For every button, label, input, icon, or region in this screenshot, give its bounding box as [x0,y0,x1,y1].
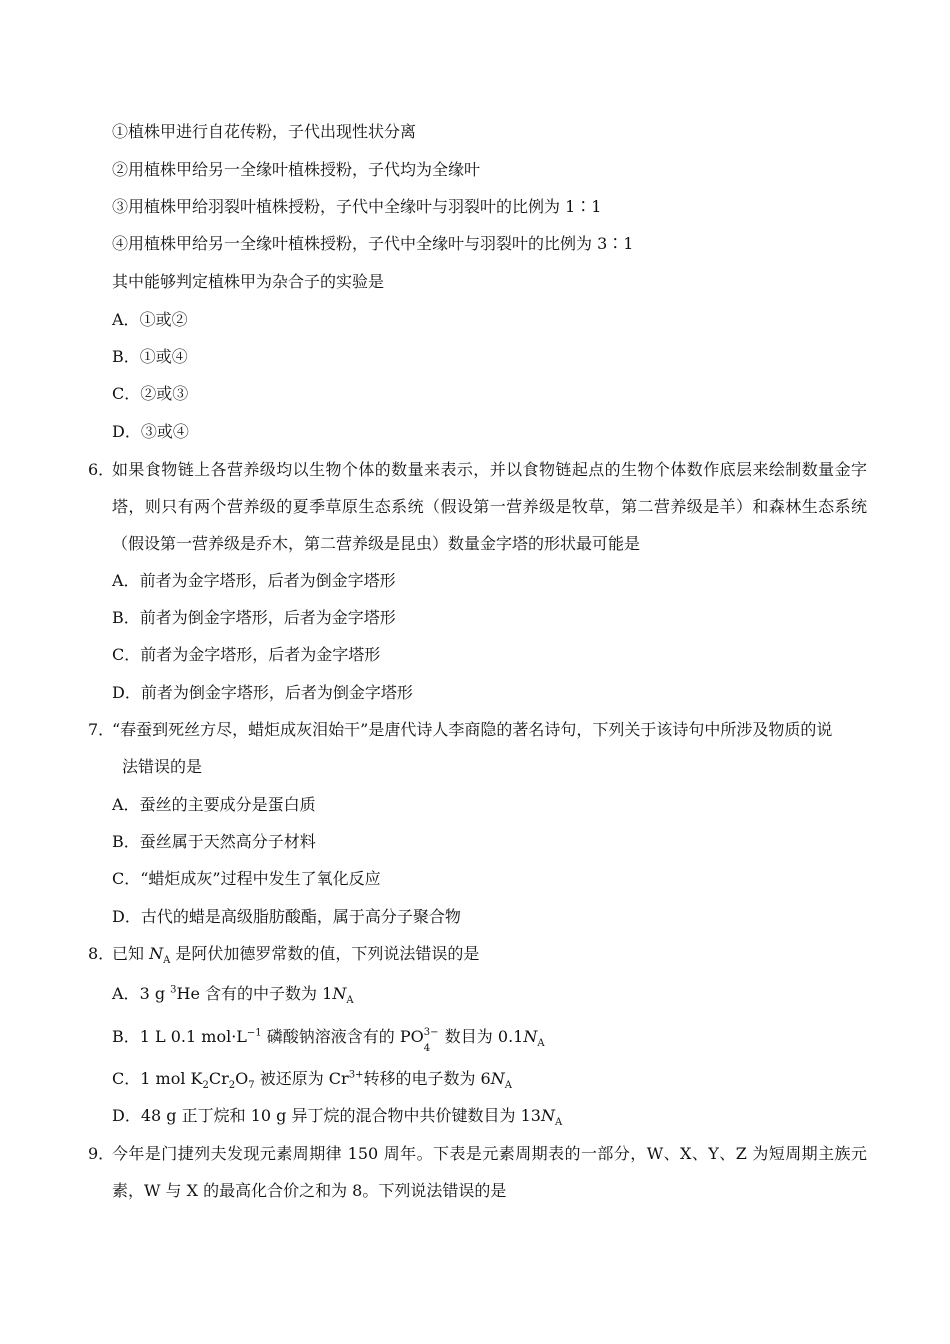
option-label: C． [112,384,141,403]
option-text: 前者为倒金字塔形，后者为金字塔形 [139,608,396,627]
option-label: D． [112,422,141,441]
option-text: 1 mol K [140,1069,203,1088]
stem-text: 是阿伏加德罗常数的值，下列说法错误的是 [170,944,480,963]
avogadro-symbol: N [523,1027,538,1046]
q6-option-b [112,608,396,628]
option-text: 被还原为 Cr [254,1069,349,1088]
ion-subscript: 4 [423,1043,431,1054]
option-label: C． [112,1069,141,1088]
option-text: O [235,1069,249,1088]
option-label: D． [112,907,141,926]
option-label: B． [112,608,140,627]
formula-subscript: 2 [202,1080,209,1092]
prev-option-c [112,384,188,404]
avogadro-symbol: N [540,1106,555,1125]
option-label: D． [112,683,141,702]
question-9-number: 9． [88,1144,115,1163]
prev-option-a [112,310,188,330]
q7-option-d [112,907,461,927]
statement-2: ②用植株甲给另一全缘叶植株授粉，子代均为全缘叶 [112,160,481,179]
option-text: 1 L 0.1 mol·L [139,1027,247,1046]
q6-option-a [112,571,396,591]
question-8-number: 8． [88,944,115,963]
question-7-number: 7． [88,720,115,739]
question-prompt: 其中能够判定植株甲为杂合子的实验是 [112,272,385,291]
option-text: Cr [208,1069,229,1088]
option-text: 48 g 正丁烷和 10 g 异丁烷的混合物中共价键数目为 13 [140,1106,541,1125]
option-text: 前者为金字塔形，后者为金字塔形 [140,645,381,664]
q7-option-c [112,869,381,889]
option-text: ①或④ [139,347,188,366]
option-text: ③或④ [140,422,189,441]
q8-option-a [112,984,354,1007]
avogadro-symbol: N [332,984,347,1003]
ion-scripts [423,1027,440,1054]
q8-option-b [112,1027,545,1054]
option-text: 古代的蜡是高级脂肪酸酯，属于高分子聚合物 [140,907,461,926]
question-9-stem: 今年是门捷列夫发现元素周期律 150 周年。下表是元素周期表的一部分，W、X、Y、Z 为短周期主族元素，W 与 X 的最高化合价之和为 8。下列说法错误的是 [112,1144,867,1200]
q7-option-b [112,832,316,852]
question-7-stem-line1: “春蚕到死丝方尽，蜡炬成灰泪始干”是唐代诗人李商隐的著名诗句，下列关于该诗句中所涉及物质的说 [112,720,833,739]
option-label: D． [112,1106,141,1125]
avogadro-subscript: A [346,995,354,1007]
avogadro-subscript: A [554,1117,563,1129]
question-6-number: 6． [88,460,115,479]
option-label: B． [112,1027,140,1046]
question-7-stem-line2: 法错误的是 [122,757,203,776]
q7-option-a [112,795,316,815]
option-text: 3 g [139,984,171,1003]
formula-subscript: 7 [248,1080,255,1092]
ion-charge: 3+ [348,1069,364,1081]
option-text: 蚕丝属于天然高分子材料 [139,832,316,851]
stem-text: 已知 [112,944,150,963]
option-text: “蜡炬成灰”过程中发生了氧化反应 [140,869,381,888]
option-label: A． [112,795,140,814]
option-label: C． [112,645,141,664]
statement-4: ④用植株甲给另一全缘叶植株授粉，子代中全缘叶与羽裂叶的比例为 3∶1 [112,234,634,253]
option-label: A． [112,310,140,329]
option-text: 前者为倒金字塔形，后者为倒金字塔形 [140,683,413,702]
avogadro-subscript: A [537,1038,545,1050]
avogadro-symbol: N [149,944,164,963]
option-text: 前者为金字塔形，后者为倒金字塔形 [139,571,396,590]
question-6-stem: 如果食物链上各营养级均以生物个体的数量来表示，并以食物链起点的生物个体数作底层来绘制数量金字塔，则只有两个营养级的夏季草原生态系统（假设第一营养级是牧草，第二营养级是羊）和森林生态系统（假设第一营养级是乔木，第二营养级是昆虫）数量金字塔的形状最可能是 [112,460,867,553]
option-label: B． [112,832,140,851]
statement-3: ③用植株甲给羽裂叶植株授粉，子代中全缘叶与羽裂叶的比例为 1∶1 [112,197,602,216]
option-text: ①或② [139,310,188,329]
option-text: 磷酸钠溶液含有的 PO [261,1027,424,1046]
option-text: 蚕丝的主要成分是蛋白质 [139,795,316,814]
avogadro-subscript: A [163,955,171,967]
unit-exponent: −1 [246,1027,262,1039]
option-text: He 含有的中子数为 1 [176,984,333,1003]
option-label: A． [112,571,140,590]
q8-option-d [112,1106,563,1129]
avogadro-symbol: N [490,1069,505,1088]
question-8-stem [112,944,480,967]
option-label: B． [112,347,140,366]
prev-option-d [112,422,189,442]
option-label: C． [112,869,141,888]
formula-subscript: 2 [228,1080,236,1092]
prev-option-b [112,347,188,367]
ion-charge: 3− [423,1027,439,1038]
q6-option-d [112,683,413,703]
q6-option-c [112,645,380,665]
option-label: A． [112,984,140,1003]
option-text: 转移的电子数为 6 [363,1069,491,1088]
statement-1: ①植株甲进行自花传粉，子代出现性状分离 [112,122,417,141]
mass-number: 3 [170,984,177,996]
option-text: ②或③ [140,384,189,403]
avogadro-subscript: A [504,1080,512,1092]
option-text: 数目为 0.1 [439,1027,524,1046]
q8-option-c [112,1069,512,1092]
